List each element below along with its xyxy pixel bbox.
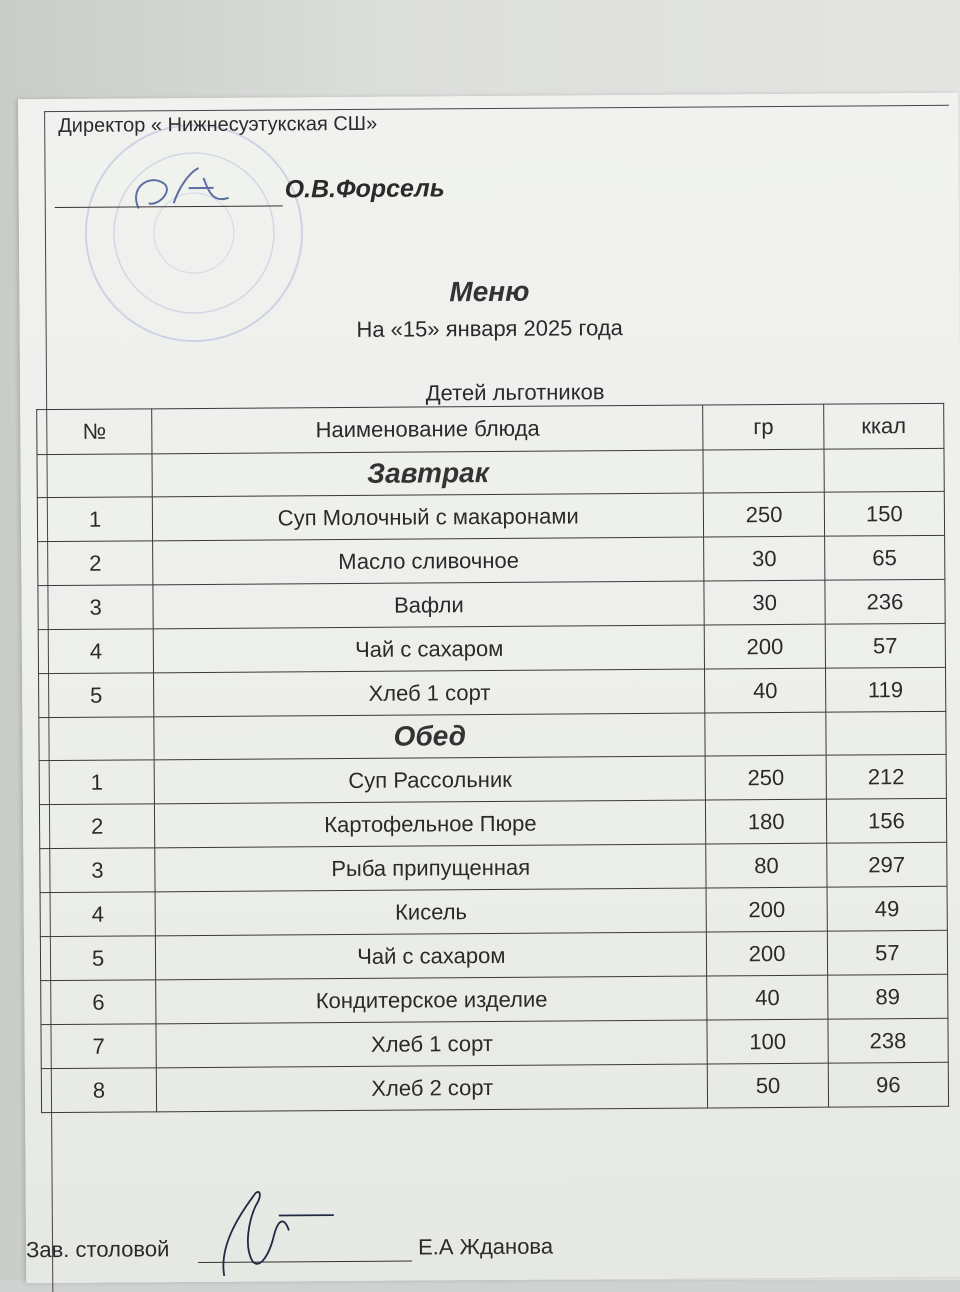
section-cell-empty — [37, 454, 152, 498]
dish-name: Чай с сахаром — [153, 625, 705, 673]
director-title: Директор « Нижнесуэтукская СШ» — [58, 112, 378, 138]
table-row — [38, 579, 945, 629]
column-header-grams: гр — [703, 404, 824, 450]
row-number: 3 — [40, 848, 155, 893]
section-cell-empty — [705, 712, 826, 756]
section-cell-empty — [824, 448, 945, 492]
dish-kcal: 236 — [825, 579, 946, 624]
menu-date: На «15» января 2025 года — [356, 315, 623, 342]
table-row — [38, 535, 945, 585]
director-signature — [118, 158, 268, 219]
stamp-seal — [78, 117, 310, 349]
row-number: 8 — [41, 1068, 156, 1113]
dish-kcal: 150 — [824, 491, 945, 536]
dish-name: Чай с сахаром — [156, 932, 708, 980]
dish-grams: 250 — [706, 755, 827, 800]
dish-grams: 200 — [707, 887, 828, 932]
dish-name: Суп Молочный с макаронами — [152, 493, 704, 541]
dish-grams: 30 — [704, 536, 825, 581]
row-number: 4 — [40, 892, 155, 937]
column-header-kcal: ккал — [823, 403, 944, 449]
section-row-lunch — [39, 711, 946, 760]
dish-kcal: 238 — [828, 1018, 949, 1063]
dish-grams: 40 — [707, 975, 828, 1020]
row-number: 1 — [37, 497, 152, 542]
dish-grams: 200 — [707, 931, 828, 976]
dish-grams: 30 — [704, 580, 825, 625]
dish-kcal: 65 — [824, 535, 945, 580]
dish-name: Хлеб 2 сорт — [156, 1064, 708, 1112]
row-number: 6 — [41, 980, 156, 1025]
dish-name: Кисель — [155, 888, 707, 936]
table-header-row — [37, 403, 944, 454]
document-page — [18, 93, 960, 1284]
section-cell-empty — [703, 449, 824, 493]
column-header-number: № — [37, 409, 152, 455]
dish-kcal: 96 — [828, 1062, 949, 1107]
table-row — [41, 974, 948, 1024]
row-number: 3 — [38, 585, 153, 630]
dish-grams: 250 — [704, 492, 825, 537]
section-cell-empty — [826, 711, 947, 755]
dish-name: Хлеб 1 сорт — [156, 1020, 708, 1068]
dish-name: Рыба припущенная — [155, 844, 707, 892]
dish-name: Картофельное Пюре — [155, 800, 707, 848]
row-number: 2 — [38, 541, 153, 586]
dish-kcal: 57 — [827, 930, 948, 975]
table-row — [41, 1062, 948, 1112]
dish-kcal: 89 — [827, 974, 948, 1019]
section-row-breakfast — [37, 448, 944, 497]
row-number: 5 — [40, 936, 155, 981]
canteen-signature — [194, 1175, 345, 1286]
menu-table — [36, 403, 949, 1113]
table-row — [40, 842, 947, 892]
dish-grams: 80 — [706, 843, 827, 888]
table-row — [40, 886, 947, 936]
dish-name: Суп Рассольник — [154, 756, 706, 804]
row-number: 5 — [39, 673, 154, 718]
dish-kcal: 49 — [827, 886, 948, 931]
dish-grams: 40 — [705, 668, 826, 713]
dish-kcal: 212 — [826, 754, 947, 799]
menu-title: Меню — [449, 275, 530, 308]
dish-kcal: 297 — [826, 842, 947, 887]
section-title-lunch: Обед — [154, 713, 706, 760]
section-title-breakfast: Завтрак — [152, 450, 704, 497]
dish-grams: 200 — [705, 624, 826, 669]
menu-subtitle: Детей льготников — [425, 379, 605, 406]
row-number: 2 — [39, 804, 154, 849]
row-number: 1 — [39, 760, 154, 805]
dish-grams: 50 — [708, 1063, 829, 1108]
table-row — [38, 623, 945, 673]
section-cell-empty — [39, 717, 154, 761]
dish-kcal: 119 — [825, 667, 946, 712]
table-row — [39, 754, 946, 804]
footer-label: Зав. столовой — [25, 1236, 170, 1263]
dish-grams: 180 — [706, 799, 827, 844]
canteen-manager-name: Е.А Жданова — [417, 1233, 554, 1260]
dish-name: Хлеб 1 сорт — [154, 669, 706, 717]
row-number: 7 — [41, 1024, 156, 1069]
dish-grams: 100 — [707, 1019, 828, 1064]
table-row — [41, 1018, 948, 1068]
dish-kcal: 156 — [826, 798, 947, 843]
table-row — [40, 930, 947, 980]
director-name: О.В.Форсель — [284, 174, 445, 204]
dish-name: Кондитерское изделие — [156, 976, 708, 1024]
dish-name: Масло сливочное — [153, 537, 705, 585]
row-number: 4 — [38, 629, 153, 674]
table-row — [37, 491, 944, 541]
dish-name: Вафли — [153, 581, 705, 629]
dish-kcal: 57 — [825, 623, 946, 668]
column-header-dish: Наименование блюда — [152, 405, 704, 454]
table-row — [39, 667, 946, 717]
table-row — [39, 798, 946, 848]
